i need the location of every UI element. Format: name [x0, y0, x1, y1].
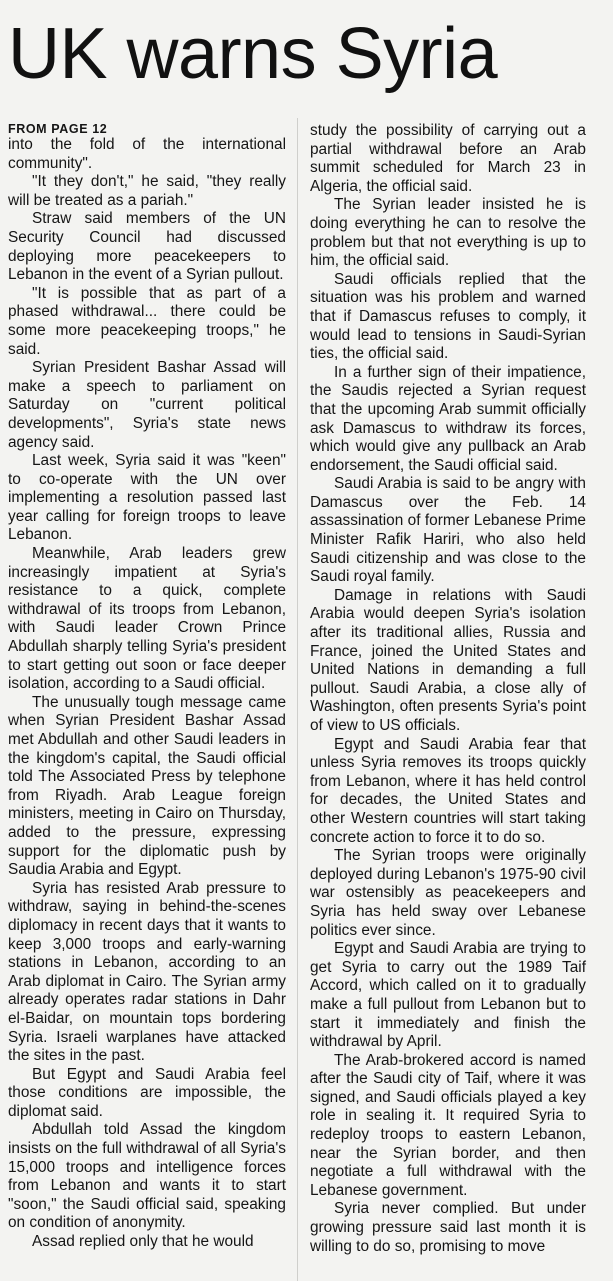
paragraph: Assad replied only that he would — [32, 1233, 254, 1251]
paragraph: Saudi officials replied that the situation was his problem and warned that if Damascus refuses to comply, it would lead to tensions in Saudi-Syrian ties, the official said. — [310, 270, 586, 363]
paragraph: Meanwhile, Arab leaders grew increasingly impatient at Syria's resistance to a quick, complete withdrawal of its troops from Lebanon, with Saudi leader Crown Prince Abdullah sharply telling Syria's president to start getting out soon or face deeper isolation, according to a Saudi official. — [8, 545, 286, 693]
paragraph: Saudi Arabia is said to be angry with Damascus over the Feb. 14 assassination of former Lebanese Prime Minister Rafik Hariri, who also held Saudi citizenship and was close to the Saudi royal family. — [310, 475, 586, 586]
paragraph: Straw said members of the UN Security Council had discussed deploying more peacekeepers to Lebanon in the event of a Syrian pullout. — [8, 210, 286, 284]
paragraph: The unusually tough message came when Syrian President Bashar Assad met Abdullah and other Saudi leaders in the kingdom's capital, the Saudi official told The Associated Press by telephone from Riyadh. Arab League foreign ministers, meeting in Cairo on Thursday, added to the pressure, expressing support for the diplomatic push by Saudia Arabia and Egypt. — [8, 693, 286, 879]
paragraph: But Egypt and Saudi Arabia feel those conditions are impossible, the diplomat said. — [8, 1065, 286, 1120]
paragraph: The Arab-brokered accord is named after the Saudi city of Taif, where it was signed, and Saudi officials played a key role in sealing it. It required Syria to redeploy troops to eastern Lebanon, near the Syrian border, and then negotiate a full withdrawal with the Lebanese government. — [310, 1051, 586, 1199]
paragraph: Damage in relations with Saudi Arabia would deepen Syria's isolation after its traditional allies, Russia and France, joined the United States and United Nations in demanding a full pullout. Saudi Arabia, a close ally of Washington, often presents Syria's point of view to US officials. — [310, 586, 586, 734]
article-column-right — [310, 122, 586, 1256]
paragraph: Last week, Syria said it was "keen" to co-operate with the UN over implementing a resolution passed last year calling for foreign troops to leave Lebanon. — [8, 452, 286, 544]
article-column-left — [8, 122, 286, 1252]
paragraph: into the fold of the international community". — [8, 136, 286, 172]
paragraph: "It they don't," he said, "they really will be treated as a pariah." — [8, 173, 286, 209]
paragraph: Syria has resisted Arab pressure to withdraw, saying in behind-the-scenes diplomacy in recent days that it wants to keep 3,000 troops and early-warning stations in Lebanon, according to an Arab diplomat in Cairo. The Syrian army already operates radar stations in Dahr el-Baidar, on mountain tops bordering Syria. Israeli warplanes have attacked the sites in the past. — [8, 879, 286, 1065]
paragraph: study the possibility of carrying out a partial withdrawal before an Arab summit scheduled for March 23 in Algeria, the official said. — [310, 122, 586, 195]
paragraph: Abdullah told Assad the kingdom insists on the full withdrawal of all Syria's 15,000 troops and intelligence forces from Lebanon and wants it to start "soon," the Saudi official said, speaking on condition of anonymity. — [8, 1121, 286, 1232]
paragraph: The Syrian troops were originally deployed during Lebanon's 1975-90 civil war ostensibly as peacekeepers and Syria has held sway over Lebanese politics ever since. — [310, 847, 586, 939]
headline: UK warns Syria — [8, 14, 498, 94]
paragraph: Egypt and Saudi Arabia fear that unless Syria removes its troops quickly from Lebanon, where it has held control for decades, the United States and other Western countries will start taking concrete action to force it to do so. — [310, 735, 586, 846]
column-divider — [297, 118, 298, 1281]
paragraph: Egypt and Saudi Arabia are trying to get Syria to carry out the 1989 Taif Accord, which called on it to gradually make a full pullout from Lebanon but to start it immediately and finish the withdrawal by April. — [310, 940, 586, 1051]
paragraph: Syria never complied. But under growing pressure said last month it is willing to do so, promising to move — [310, 1200, 586, 1255]
paragraph: Syrian President Bashar Assad will make a speech to parliament on Saturday on "current political developments", Syria's state news agency said. — [8, 359, 286, 451]
paragraph: "It is possible that as part of a phased withdrawal... there could be some more peacekeeping troops," he said. — [8, 284, 286, 358]
jump-line: FROM PAGE 12 — [8, 122, 108, 136]
paragraph: In a further sign of their impatience, the Saudis rejected a Syrian request that the upcoming Arab summit officially ask Damascus to withdraw its forces, which would give any pullback an Arab endorsement, the Saudi official said. — [310, 363, 586, 474]
paragraph: The Syrian leader insisted he is doing everything he can to resolve the problem but that not everything is up to him, the official said. — [310, 196, 586, 270]
